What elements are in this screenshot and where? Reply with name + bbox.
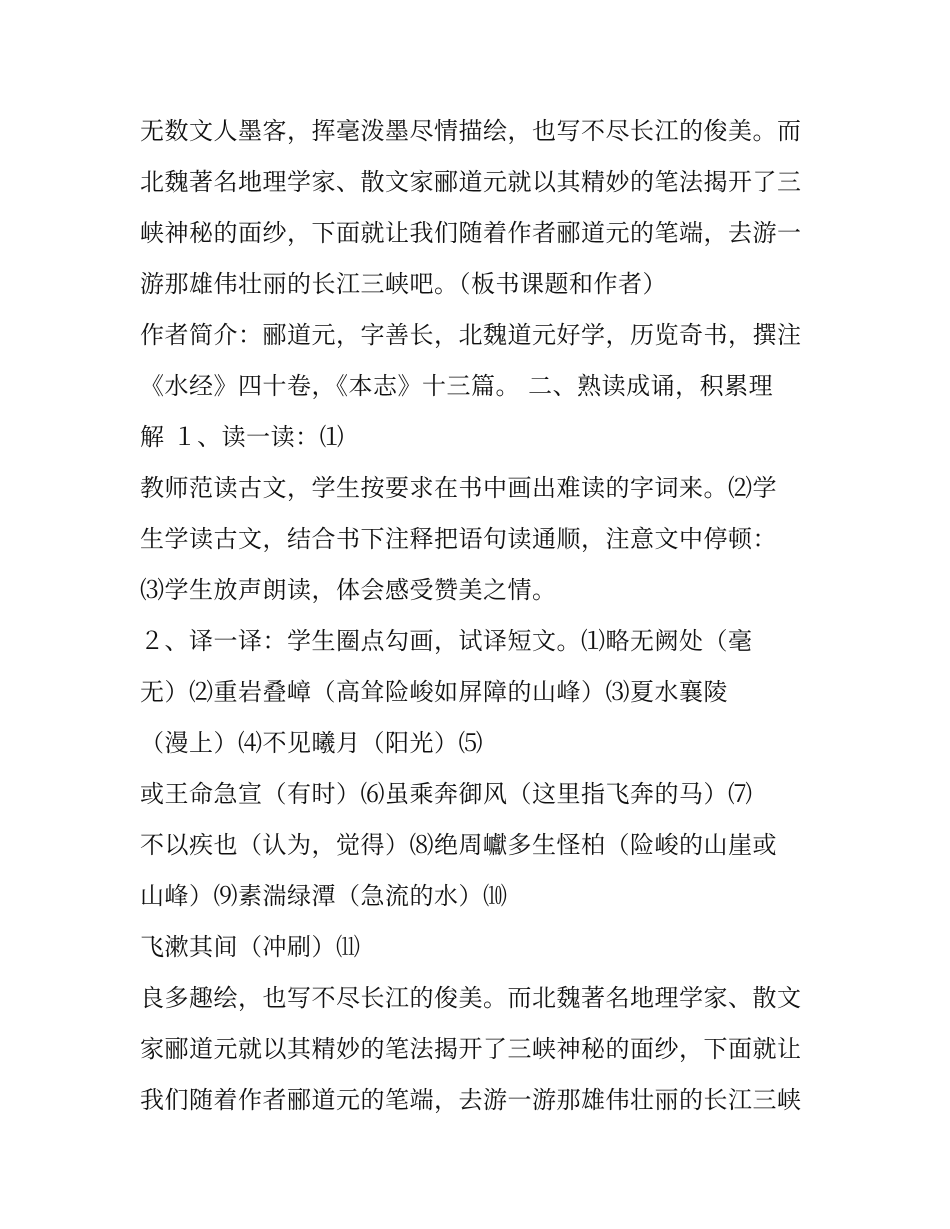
text-line: 教师范读古文，学生按要求在书中画出难读的字词来。⑵学 [140, 474, 777, 502]
text-line: ２、译一译：学生圈点勾画，试译短文。⑴略无阙处（毫 [140, 627, 753, 655]
body-text [140, 106, 820, 1126]
text-line: 不以疾也（认为，觉得）⑻绝周巘多生怪柏（险峻的山崖或 [140, 831, 777, 859]
text-line: 北魏著名地理学家、散文家郦道元就以其精妙的笔法揭开了三 [140, 168, 802, 196]
text-line: 解 １、读一读：⑴ [140, 423, 345, 451]
text-line: 作者简介：郦道元，字善长，北魏道元好学，历览奇书，撰注 [140, 321, 802, 349]
text-line: 山峰）⑼素湍绿潭（急流的水）⑽ [140, 882, 508, 910]
text-line: 《水经》四十卷，《本志》十三篇。 二、熟读成诵，积累理 [140, 372, 774, 400]
text-line: （漫上）⑷不见曦月（阳光）⑸ [140, 729, 483, 757]
text-line: 峡神秘的面纱，下面就让我们随着作者郦道元的笔端，去游一 [140, 219, 802, 247]
text-line: 良多趣绘，也写不尽长江的俊美。而北魏著名地理学家、散文 [140, 984, 802, 1012]
text-line: 家郦道元就以其精妙的笔法揭开了三峡神秘的面纱，下面就让 [140, 1035, 802, 1063]
text-line: 飞漱其间（冲刷）⑾ [140, 933, 361, 961]
text-line: 游那雄伟壮丽的长江三峡吧。（板书课题和作者） [140, 270, 667, 298]
text-line: 或王命急宣（有时）⑹虽乘奔御风（这里指飞奔的马）⑺ [140, 780, 753, 808]
text-line: ⑶学生放声朗读，体会感受赞美之情。 [140, 576, 557, 604]
text-line: 我们随着作者郦道元的笔端，去游一游那雄伟壮丽的长江三峡 [140, 1086, 802, 1114]
text-line: 无数文人墨客，挥毫泼墨尽情描绘，也写不尽长江的俊美。而 [140, 117, 802, 145]
text-line: 无）⑵重岩叠嶂（高耸险峻如屏障的山峰）⑶夏水襄陵 [140, 678, 728, 706]
text-line: 生学读古文，结合书下注释把语句读通顺，注意文中停顿： [140, 525, 777, 553]
